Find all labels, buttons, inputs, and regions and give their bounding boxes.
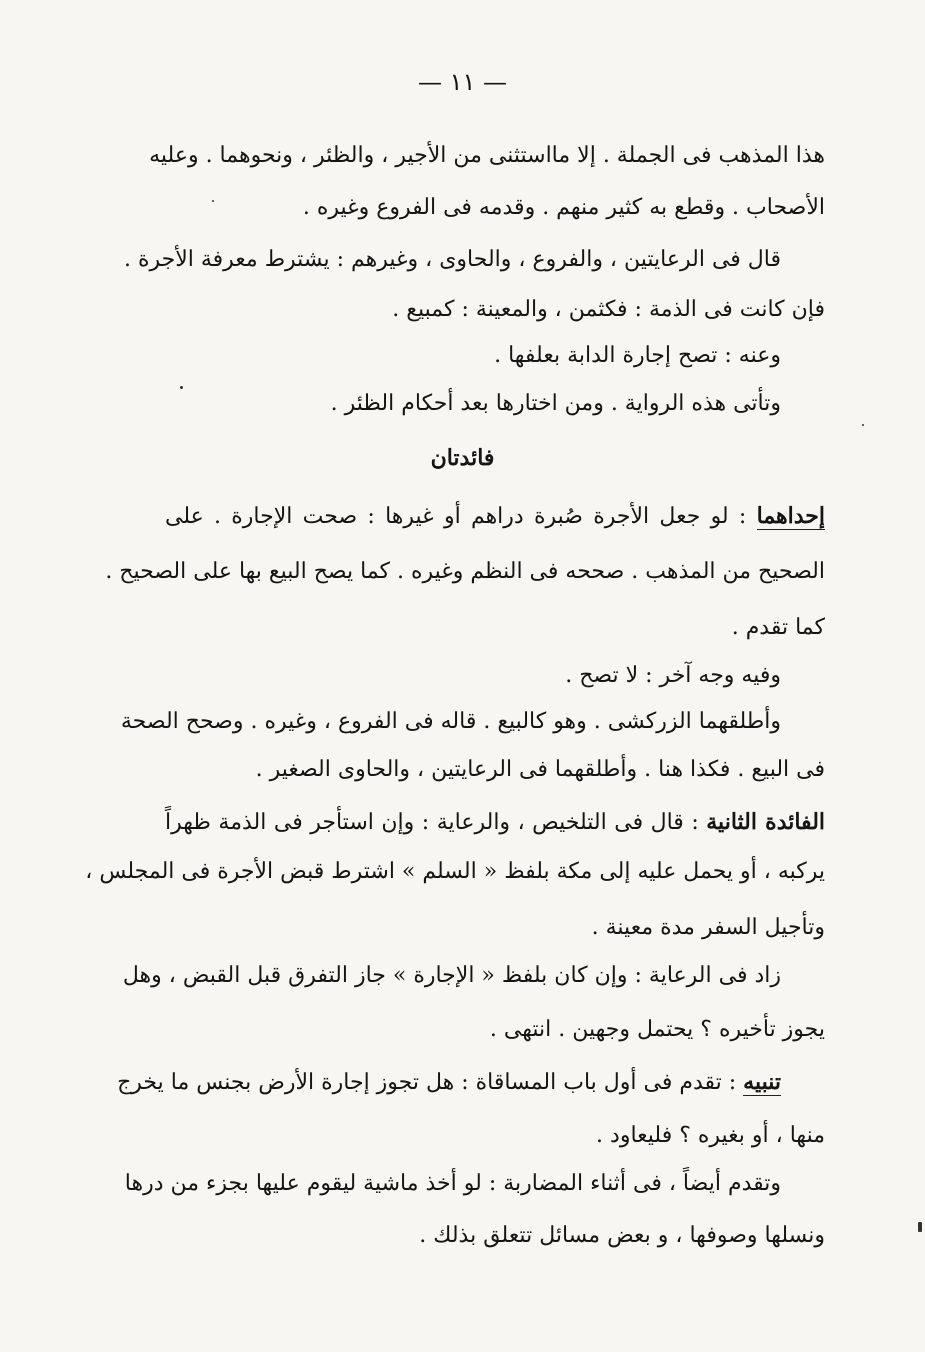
text-line-15: وتأجيل السفر مدة معينة .	[591, 915, 825, 940]
text-line-11: وأطلقهما الزركشى . وهو كالبيع . قاله فى الفروع ، وغيره . وصحح الصحة	[120, 709, 781, 734]
text-line-13	[165, 802, 825, 842]
text-line-7	[165, 496, 825, 536]
scan-speck	[918, 1222, 922, 1232]
text-line-14: يركبه ، أو يحمل عليه إلى مكة بلفظ « السلم » اشترط قبض الأجرة فى المجلس ،	[85, 859, 825, 884]
text-line-1: هذا المذهب فى الجملة . إلا مااستثنى من الأجير ، والظئر ، ونحوهما . وعليه	[149, 143, 825, 168]
text-line-17: يجوز تأخيره ؟ يحتمل وجهين . انتهى .	[489, 1017, 825, 1042]
text-line-4: فإن كانت فى الذمة : فكثمن ، والمعينة : كمبيع .	[392, 297, 825, 322]
text-line-12: فى البيع . فكذا هنا . وأطلقهما فى الرعايتين ، والحاوى الصغير .	[255, 757, 825, 782]
paragraph-lead-first: إحداهما	[756, 503, 826, 529]
text-line-9: كما تقدم .	[731, 615, 825, 640]
text-line-18	[117, 1062, 825, 1102]
paragraph-lead-second: الفائدة الثانية	[706, 809, 826, 835]
scan-speck	[862, 424, 864, 426]
text-line-8: الصحيح من المذهب . صححه فى النظم وغيره . كما يصح البيع بها على الصحيح .	[105, 559, 825, 584]
text-line-19: منها ، أو بغيره ؟ فليعاود .	[596, 1123, 825, 1148]
text-line-2: الأصحاب . وقطع به كثير منهم . وقدمه فى الفروع وغيره .	[302, 195, 825, 220]
text-line-10: وفيه وجه آخر : لا تصح .	[565, 663, 781, 688]
paragraph-lead-note: تنبيه	[743, 1069, 781, 1095]
text-line-7-body: : لو جعل الأجرة صُبرة دراهم أو غيرها : صحت الإجارة . على	[165, 504, 747, 529]
scan-speck	[212, 200, 214, 202]
text-line-21: ونسلها وصوفها ، و بعض مسائل تتعلق بذلك .	[419, 1223, 825, 1248]
page-number: — ١١ —	[417, 68, 508, 96]
text-line-16: زاد فى الرعاية : وإن كان بلفظ « الإجارة » جاز التفرق قبل القبض ، وهل	[122, 963, 781, 988]
text-line-3: قال فى الرعايتين ، والفروع ، والحاوى ، وغيرهم : يشترط معرفة الأجرة .	[123, 247, 781, 272]
scan-speck	[180, 386, 183, 389]
text-line-18-body: : تقدم فى أول باب المساقاة : هل تجوز إجارة الأرض بجنس ما يخرج	[117, 1070, 737, 1095]
text-line-5: وعنه : تصح إجارة الدابة بعلفها .	[494, 343, 781, 368]
section-heading: فائدتان	[430, 445, 495, 471]
text-line-13-body: : قال فى التلخيص ، والرعاية : وإن استأجر فى الذمة ظهراً	[165, 810, 699, 835]
text-line-20: وتقدم أيضاً ، فى أثناء المضاربة : لو أخذ ماشية ليقوم عليها بجزء من درها	[124, 1171, 781, 1196]
text-line-6: وتأتى هذه الرواية . ومن اختارها بعد أحكام الظئر .	[330, 391, 781, 416]
